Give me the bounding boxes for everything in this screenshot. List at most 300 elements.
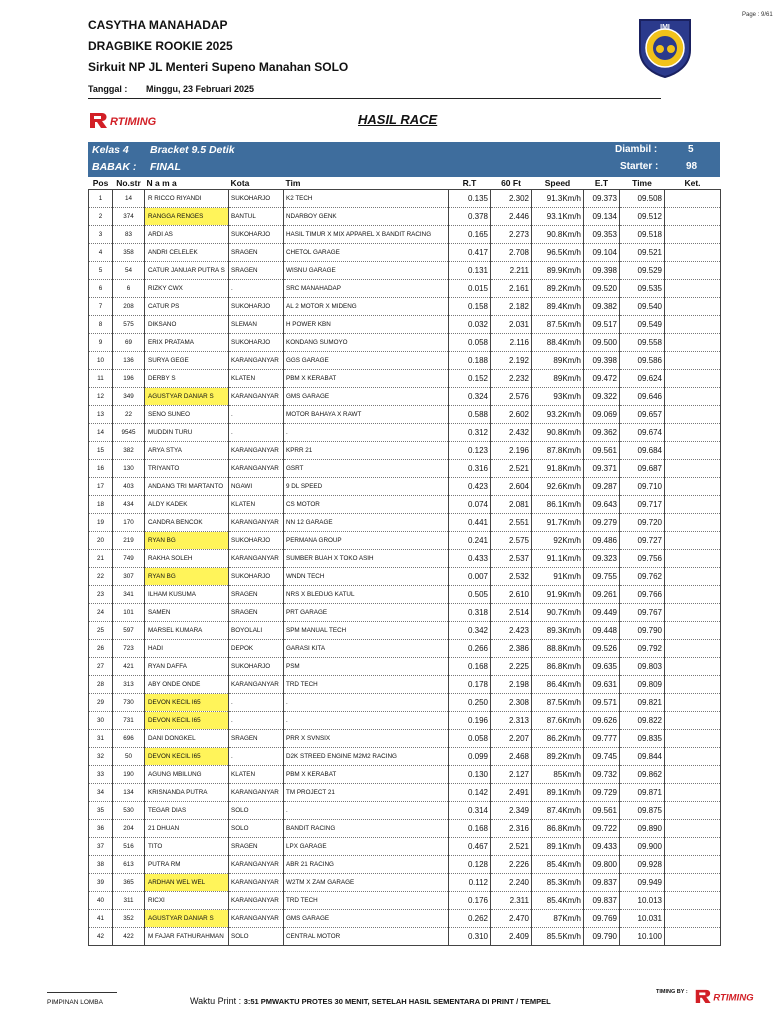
cell-no-str: 313 [113,676,145,694]
cell-nama: ARDHAN WEL WEL [145,874,229,892]
cell-ket [665,316,721,334]
cell-ket [665,910,721,928]
cell-et: 09.526 [584,640,620,658]
cell-no-str: 352 [113,910,145,928]
table-row [89,370,721,388]
col-60ft: 60 Ft [491,177,532,190]
cell-speed: 91Km/h [532,568,584,586]
cell-no-str: 749 [113,550,145,568]
cell-kota: KLATEN [229,496,284,514]
cell-time: 09.900 [620,838,665,856]
cell-et: 09.722 [584,820,620,838]
cell-no-str: 575 [113,316,145,334]
cell-time: 09.646 [620,388,665,406]
cell-speed: 90.8Km/h [532,424,584,442]
cell-nama: DEVON KECIL I65 [145,748,229,766]
cell-time: 09.803 [620,658,665,676]
cell-kota: KARANGANYAR [229,874,284,892]
cell-nama: RYAN DAFFA [145,658,229,676]
cell-rt: 0.130 [449,766,491,784]
cell-time: 10.013 [620,892,665,910]
cell-rt: 0.112 [449,874,491,892]
cell-kota: . [229,406,284,424]
cell-speed: 90.8Km/h [532,226,584,244]
cell-60ft: 2.031 [491,316,532,334]
cell-pos: 36 [89,820,113,838]
cell-ket [665,748,721,766]
cell-nama: SENO SUNEO [145,406,229,424]
cell-ket [665,658,721,676]
diambil-value: 5 [688,144,694,155]
cell-speed: 85.4Km/h [532,856,584,874]
table-row [89,586,721,604]
cell-pos: 32 [89,748,113,766]
cell-tim: K2 TECH [284,190,449,208]
cell-time: 09.756 [620,550,665,568]
cell-rt: 0.165 [449,226,491,244]
cell-pos: 38 [89,856,113,874]
cell-et: 09.517 [584,316,620,334]
cell-60ft: 2.551 [491,514,532,532]
cell-kota: SRAGEN [229,838,284,856]
table-row [89,388,721,406]
cell-nama: ARYA STYA [145,442,229,460]
cell-pos: 27 [89,658,113,676]
cell-no-str: 374 [113,208,145,226]
cell-ket [665,550,721,568]
cell-tim: KONDANG SUMOYO [284,334,449,352]
cell-et: 09.500 [584,334,620,352]
cell-60ft: 2.081 [491,496,532,514]
cell-60ft: 2.161 [491,280,532,298]
table-row [89,856,721,874]
cell-ket [665,406,721,424]
cell-ket [665,568,721,586]
cell-no-str: 349 [113,388,145,406]
cell-tim: PRR X SVNSIX [284,730,449,748]
cell-no-str: 130 [113,460,145,478]
col-et: E.T [584,177,620,190]
cell-et: 09.134 [584,208,620,226]
cell-speed: 87.5Km/h [532,316,584,334]
cell-ket [665,820,721,838]
cell-kota: KARANGANYAR [229,856,284,874]
cell-rt: 0.318 [449,604,491,622]
cell-tim: BANDIT RACING [284,820,449,838]
report-title: HASIL RACE [358,112,438,127]
cell-60ft: 2.240 [491,874,532,892]
cell-pos: 26 [89,640,113,658]
cell-60ft: 2.207 [491,730,532,748]
cell-nama: RYAN BG [145,568,229,586]
cell-no-str: 731 [113,712,145,730]
cell-60ft: 2.423 [491,622,532,640]
cell-nama: CANDRA BENCOK [145,514,229,532]
cell-no-str: 69 [113,334,145,352]
cell-no-str: 422 [113,928,145,946]
pimpinan-lomba: PIMPINAN LOMBA [47,999,103,1006]
cell-no-str: 613 [113,856,145,874]
cell-time: 09.822 [620,712,665,730]
cell-pos: 30 [89,712,113,730]
cell-ket [665,802,721,820]
cell-kota: KARANGANYAR [229,388,284,406]
cell-ket [665,370,721,388]
cell-nama: M FAJAR FATHURAHMAN [145,928,229,946]
cell-ket [665,334,721,352]
cell-60ft: 2.211 [491,262,532,280]
cell-rt: 0.015 [449,280,491,298]
event-info-band [88,142,720,177]
cell-tim: LPX GARAGE [284,838,449,856]
col-pos: Pos [89,177,113,190]
cell-pos: 12 [89,388,113,406]
event-venue: Sirkuit NP JL Menteri Supeno Manahan SOLO [88,60,349,74]
cell-nama: DIKSANO [145,316,229,334]
table-row [89,316,721,334]
cell-ket [665,190,721,208]
cell-ket [665,298,721,316]
cell-tim: GMS GARAGE [284,388,449,406]
cell-et: 09.486 [584,532,620,550]
col-no-str: No.str [113,177,145,190]
cell-rt: 0.158 [449,298,491,316]
cell-rt: 0.135 [449,190,491,208]
cell-time: 09.710 [620,478,665,496]
cell-kota: BANTUL [229,208,284,226]
table-row [89,532,721,550]
cell-tim: PBM X KERABAT [284,766,449,784]
cell-pos: 29 [89,694,113,712]
cell-et: 09.261 [584,586,620,604]
cell-no-str: 50 [113,748,145,766]
cell-ket [665,694,721,712]
cell-speed: 85.4Km/h [532,892,584,910]
table-row [89,298,721,316]
cell-rt: 0.176 [449,892,491,910]
cell-speed: 91.7Km/h [532,514,584,532]
cell-kota: SUKOHARJO [229,532,284,550]
table-row [89,208,721,226]
cell-ket [665,478,721,496]
cell-60ft: 2.432 [491,424,532,442]
table-row [89,262,721,280]
cell-kota: SOLO [229,928,284,946]
cell-rt: 0.188 [449,352,491,370]
cell-rt: 0.074 [449,496,491,514]
cell-ket [665,280,721,298]
cell-nama: RIZKY CWX [145,280,229,298]
cell-speed: 90.7Km/h [532,604,584,622]
logo-text: IMI [660,24,670,31]
cell-tim: CENTRAL MOTOR [284,928,449,946]
cell-rt: 0.310 [449,928,491,946]
cell-et: 09.800 [584,856,620,874]
cell-rt: 0.123 [449,442,491,460]
footer-brand-text: RTIMING [713,992,754,1004]
cell-time: 09.687 [620,460,665,478]
cell-rt: 0.467 [449,838,491,856]
cell-et: 09.472 [584,370,620,388]
cell-speed: 87.4Km/h [532,802,584,820]
cell-et: 09.520 [584,280,620,298]
cell-60ft: 2.198 [491,676,532,694]
cell-tim: 9 DL SPEED [284,478,449,496]
cell-speed: 89.2Km/h [532,748,584,766]
cell-no-str: 311 [113,892,145,910]
cell-kota: KARANGANYAR [229,550,284,568]
diambil-label: Diambil : [615,144,658,155]
cell-tim: SRC MANAHADAP [284,280,449,298]
table-row [89,244,721,262]
cell-time: 09.535 [620,280,665,298]
cell-et: 09.745 [584,748,620,766]
cell-rt: 0.433 [449,550,491,568]
cell-et: 09.362 [584,424,620,442]
cell-time: 09.586 [620,352,665,370]
cell-kota: . [229,694,284,712]
cell-et: 09.769 [584,910,620,928]
results-body [89,190,721,946]
cell-pos: 33 [89,766,113,784]
cell-60ft: 2.514 [491,604,532,622]
cell-tim: D2K STREED ENGINE M2M2 RACING [284,748,449,766]
cell-ket [665,586,721,604]
cell-rt: 0.131 [449,262,491,280]
cell-60ft: 2.446 [491,208,532,226]
cell-speed: 86.8Km/h [532,658,584,676]
timing-by-label: TIMING BY : [656,989,688,995]
cell-nama: DEVON KECIL I65 [145,694,229,712]
cell-speed: 89.4Km/h [532,298,584,316]
cell-kota: KARANGANYAR [229,442,284,460]
cell-nama: ILHAM KUSUMA [145,586,229,604]
cell-tim: KPRR 21 [284,442,449,460]
cell-kota: NGAWI [229,478,284,496]
cell-tim: . [284,802,449,820]
signature-line [47,992,117,993]
cell-60ft: 2.576 [491,388,532,406]
cell-nama: R RICCO RIYANDI [145,190,229,208]
cell-no-str: 136 [113,352,145,370]
cell-kota: SUKOHARJO [229,568,284,586]
cell-60ft: 2.468 [491,748,532,766]
cell-60ft: 2.182 [491,298,532,316]
table-row [89,676,721,694]
cell-et: 09.398 [584,352,620,370]
cell-time: 09.727 [620,532,665,550]
table-row [89,838,721,856]
cell-pos: 25 [89,622,113,640]
cell-pos: 7 [89,298,113,316]
cell-ket [665,262,721,280]
cell-60ft: 2.386 [491,640,532,658]
cell-tim: WISNU GARAGE [284,262,449,280]
cell-time: 09.512 [620,208,665,226]
cell-kota: KARANGANYAR [229,460,284,478]
cell-60ft: 2.409 [491,928,532,946]
table-row [89,514,721,532]
cell-pos: 21 [89,550,113,568]
cell-kota: KLATEN [229,766,284,784]
rtiming-logo [88,110,168,130]
cell-pos: 42 [89,928,113,946]
cell-tim: H POWER KBN [284,316,449,334]
cell-ket [665,622,721,640]
cell-time: 09.890 [620,820,665,838]
cell-et: 09.323 [584,550,620,568]
cell-time: 09.762 [620,568,665,586]
cell-ket [665,784,721,802]
cell-rt: 0.314 [449,802,491,820]
cell-ket [665,208,721,226]
cell-speed: 88.4Km/h [532,334,584,352]
cell-ket [665,442,721,460]
table-row [89,874,721,892]
cell-kota: . [229,424,284,442]
table-row [89,658,721,676]
cell-nama: ARDI AS [145,226,229,244]
cell-tim: SPM MANUAL TECH [284,622,449,640]
cell-no-str: 6 [113,280,145,298]
cell-no-str: 696 [113,730,145,748]
cell-pos: 6 [89,280,113,298]
cell-rt: 0.142 [449,784,491,802]
cell-60ft: 2.610 [491,586,532,604]
cell-et: 09.448 [584,622,620,640]
cell-rt: 0.505 [449,586,491,604]
cell-kota: . [229,712,284,730]
cell-tim: GSRT [284,460,449,478]
table-row [89,406,721,424]
cell-ket [665,640,721,658]
cell-no-str: 421 [113,658,145,676]
cell-pos: 14 [89,424,113,442]
cell-no-str: 54 [113,262,145,280]
cell-tim: WNDN TECH [284,568,449,586]
cell-speed: 85.5Km/h [532,928,584,946]
cell-speed: 86.4Km/h [532,676,584,694]
cell-kota: BOYOLALI [229,622,284,640]
cell-speed: 86.2Km/h [532,730,584,748]
cell-nama: ABY ONDE ONDE [145,676,229,694]
cell-tim: GGS GARAGE [284,352,449,370]
cell-60ft: 2.575 [491,532,532,550]
cell-rt: 0.316 [449,460,491,478]
cell-kota: SLEMAN [229,316,284,334]
cell-nama: DERBY S [145,370,229,388]
cell-pos: 8 [89,316,113,334]
cell-speed: 89Km/h [532,352,584,370]
cell-60ft: 2.532 [491,568,532,586]
cell-nama: SURYA GEGE [145,352,229,370]
cell-kota: KARANGANYAR [229,784,284,802]
cell-nama: AGUSTYAR DANIAR S [145,388,229,406]
cell-et: 09.837 [584,874,620,892]
cell-speed: 93.2Km/h [532,406,584,424]
cell-pos: 16 [89,460,113,478]
cell-et: 09.279 [584,514,620,532]
cell-nama: DANI DONGKEL [145,730,229,748]
cell-60ft: 2.308 [491,694,532,712]
col-kota: Kota [229,177,284,190]
cell-60ft: 2.604 [491,478,532,496]
cell-no-str: 730 [113,694,145,712]
cell-ket [665,730,721,748]
cell-no-str: 101 [113,604,145,622]
cell-tim: PERMANA GROUP [284,532,449,550]
cell-tim: CHETOL GARAGE [284,244,449,262]
table-row [89,640,721,658]
cell-rt: 0.423 [449,478,491,496]
table-row [89,460,721,478]
cell-speed: 91.1Km/h [532,550,584,568]
col-speed: Speed [532,177,584,190]
cell-pos: 37 [89,838,113,856]
cell-tim: MOTOR BAHAYA X RAWT [284,406,449,424]
cell-60ft: 2.521 [491,838,532,856]
cell-speed: 87.8Km/h [532,442,584,460]
cell-time: 09.767 [620,604,665,622]
cell-tim: . [284,712,449,730]
cell-pos: 39 [89,874,113,892]
cell-et: 09.755 [584,568,620,586]
cell-pos: 4 [89,244,113,262]
cell-kota: KARANGANYAR [229,352,284,370]
cell-speed: 93Km/h [532,388,584,406]
col-time: Time [620,177,665,190]
cell-tim: CS MOTOR [284,496,449,514]
cell-kota: DEPOK [229,640,284,658]
cell-rt: 0.152 [449,370,491,388]
cell-pos: 35 [89,802,113,820]
table-row [89,730,721,748]
cell-ket [665,532,721,550]
table-row [89,226,721,244]
cell-tim: PBM X KERABAT [284,370,449,388]
cell-time: 09.790 [620,622,665,640]
cell-time: 09.521 [620,244,665,262]
cell-nama: CATUR PS [145,298,229,316]
cell-et: 09.322 [584,388,620,406]
table-row [89,694,721,712]
table-row [89,604,721,622]
cell-no-str: 134 [113,784,145,802]
col-nama: N a m a [145,177,229,190]
cell-time: 09.875 [620,802,665,820]
event-name: DRAGBIKE ROOKIE 2025 [88,39,233,53]
cell-speed: 89.2Km/h [532,280,584,298]
cell-pos: 34 [89,784,113,802]
cell-no-str: 723 [113,640,145,658]
cell-et: 09.104 [584,244,620,262]
table-row [89,712,721,730]
cell-60ft: 2.602 [491,406,532,424]
print-info [190,996,551,1006]
cell-time: 09.835 [620,730,665,748]
cell-speed: 89.1Km/h [532,838,584,856]
cell-no-str: 403 [113,478,145,496]
cell-nama: AGUSTYAR DANIAR S [145,910,229,928]
cell-time: 09.871 [620,784,665,802]
cell-tim: ABR 21 RACING [284,856,449,874]
cell-tim: TRD TECH [284,892,449,910]
cell-speed: 93.1Km/h [532,208,584,226]
imi-logo [636,16,694,78]
cell-et: 09.371 [584,460,620,478]
cell-ket [665,424,721,442]
cell-kota: SOLO [229,802,284,820]
